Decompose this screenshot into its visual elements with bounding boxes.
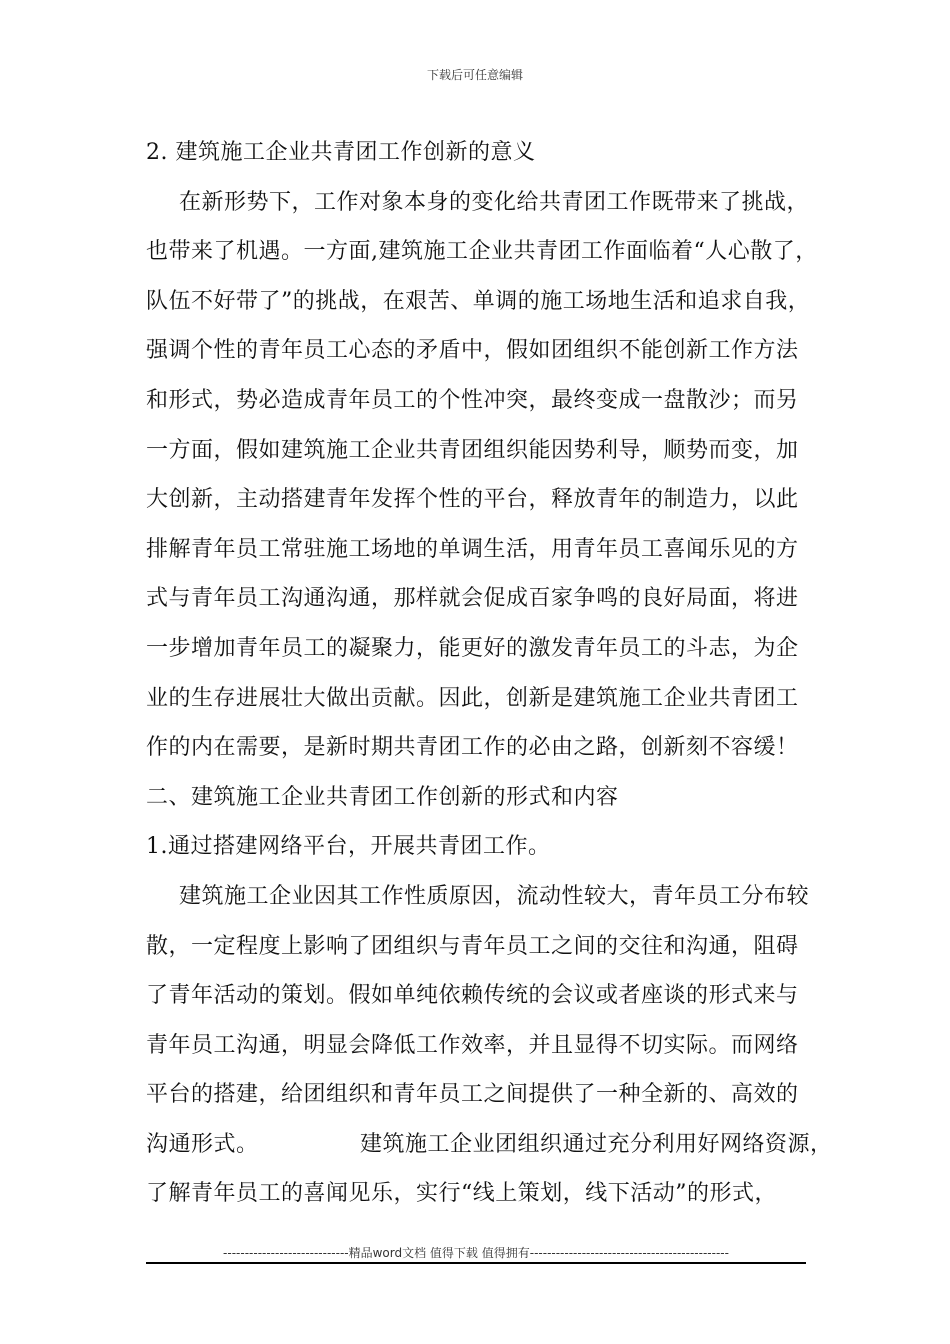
footer-divider <box>146 1262 806 1264</box>
paragraph-line: 建筑施工企业因其工作性质原因，流动性较大，青年员工分布较 <box>179 883 810 909</box>
paragraph-line: 一方面，假如建筑施工企业共青团组织能因势利导，顺势而变，加 <box>146 437 799 463</box>
paragraph-line: 也带来了机遇。一方面,建筑施工企业共青团工作面临着“人心散了， <box>146 239 818 265</box>
paragraph-line: 散，一定程度上影响了团组织与青年员工之间的交往和沟通，阻碍 <box>146 933 799 959</box>
subsection-heading: 1.通过搭建网络平台，开展共青团工作。 <box>146 834 551 860</box>
paragraph-line: 作的内在需要，是新时期共青团工作的必由之路，创新刻不容缓！ <box>146 735 799 761</box>
page-header: 下载后可任意编辑 <box>426 68 523 82</box>
paragraph-line: 业的生存进展壮大做出贡献。因此，创新是建筑施工企业共青团工 <box>146 685 799 711</box>
paragraph-line: 一步增加青年员工的凝聚力，能更好的激发青年员工的斗志，为企 <box>146 635 799 661</box>
paragraph-line: 在新形势下，工作对象本身的变化给共青团工作既带来了挑战， <box>179 189 810 215</box>
paragraph-line: 式与青年员工沟通沟通，那样就会促成百家争鸣的良好局面，将进 <box>146 586 799 612</box>
paragraph-line: 平台的搭建，给团组织和青年员工之间提供了一种全新的、高效的 <box>146 1082 799 1108</box>
document-body <box>146 128 833 1219</box>
section-heading: 2. 建筑施工企业共青团工作创新的意义 <box>146 140 536 165</box>
paragraph-line: 沟通形式。 建筑施工企业团组织通过充分利用好网络资源， <box>146 1131 833 1157</box>
section-heading: 二、建筑施工企业共青团工作创新的形式和内容 <box>146 784 619 810</box>
paragraph-line: 大创新，主动搭建青年发挥个性的平台，释放青年的制造力，以此 <box>146 487 799 513</box>
paragraph-line: 青年员工沟通，明显会降低工作效率，并且显得不切实际。而网络 <box>146 1032 799 1058</box>
paragraph-line: 队伍不好带了”的挑战，在艰苦、单调的施工场地生活和追求自我， <box>146 288 811 314</box>
paragraph-line: 强调个性的青年员工心态的矛盾中，假如团组织不能创新工作方法 <box>146 338 799 364</box>
paragraph-line: 和形式，势必造成青年员工的个性冲突，最终变成一盘散沙；而另 <box>146 387 799 413</box>
paragraph-line: 排解青年员工常驻施工场地的单调生活，用青年员工喜闻乐见的方 <box>146 536 799 562</box>
paragraph-line: 了青年活动的策划。假如单纯依赖传统的会议或者座谈的形式来与 <box>146 983 799 1009</box>
page-footer: -----------------------------精品word文档 值得下载 值得拥有---------------------------------------------- <box>223 1246 729 1260</box>
paragraph-line: 了解青年员工的喜闻见乐，实行“线上策划，线下活动”的形式， <box>146 1181 777 1207</box>
